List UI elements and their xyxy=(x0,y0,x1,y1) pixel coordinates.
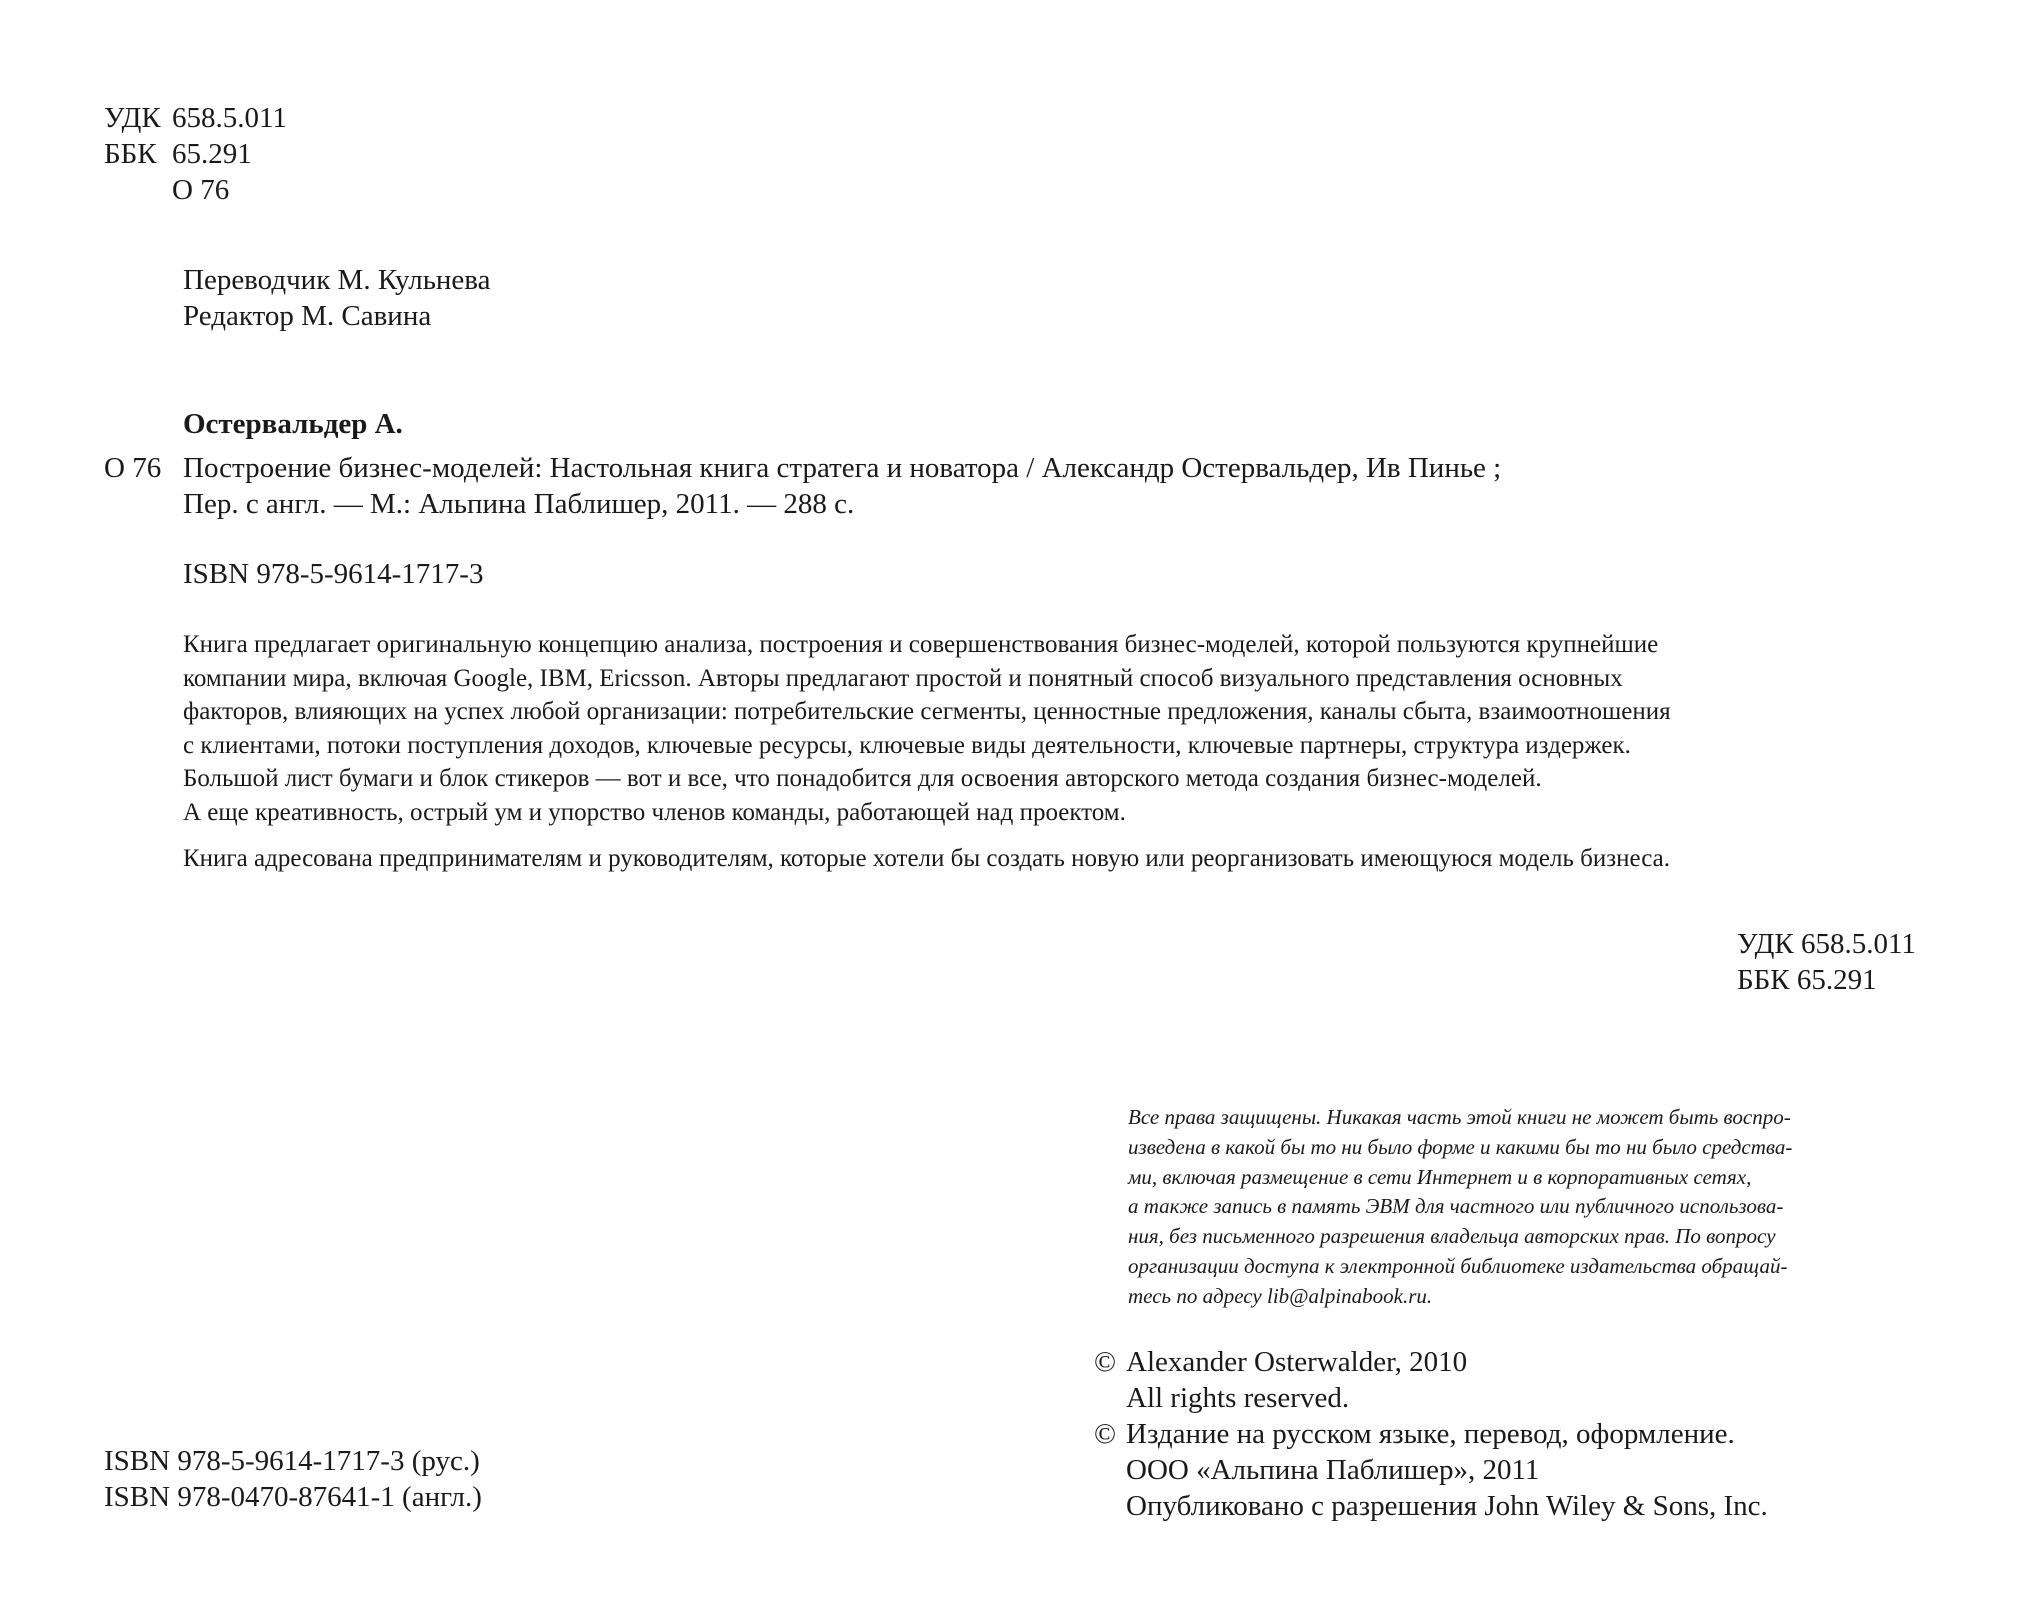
annotation-paragraph-1 xyxy=(183,628,1671,829)
copyright-russian-line-1: Издание на русском языке, перевод, оформление. xyxy=(1126,1418,1735,1450)
rights-notice xyxy=(1128,1103,1792,1312)
catalog-description xyxy=(183,450,1501,522)
udk-label: УДК xyxy=(104,102,161,134)
editor-credit: Редактор М. Савина xyxy=(183,300,432,332)
catalog-title-line-2: Пер. с англ. — М.: Альпина Паблишер, 2011. — 288 с. xyxy=(183,488,855,520)
rights-line: а также запись в память ЭВМ для частного или публичного использова- xyxy=(1128,1194,1784,1219)
isbn-english: ISBN 978-0470-87641-1 (англ.) xyxy=(104,1481,482,1513)
annotation-line: компании мира, включая Google, IBM, Ericsson. Авторы предлагают простой и понятный способ визуального представления основных xyxy=(183,664,1623,692)
copyright-original-text xyxy=(1126,1344,1467,1416)
copyright-icon: © xyxy=(1094,1418,1117,1450)
author-heading: Остервальдер А. xyxy=(183,408,403,440)
udk-row xyxy=(104,100,287,136)
copyright-russian-line-2: ООО «Альпина Паблишер», 2011 xyxy=(1126,1454,1540,1486)
bbk-row xyxy=(104,136,287,172)
annotation-paragraph-2: Книга адресована предпринимателям и руководителям, которые хотели бы создать новую или реорганизовать имеющуюся модель бизнеса. xyxy=(183,845,1670,872)
permission-line: Опубликовано с разрешения John Wiley & Sons, Inc. xyxy=(1126,1490,1768,1522)
classification-top xyxy=(104,100,287,208)
copyright-russian xyxy=(1094,1416,1768,1524)
credits xyxy=(183,262,491,334)
udk-value: 658.5.011 xyxy=(172,102,287,134)
catalog-author-mark: О 76 xyxy=(104,452,162,484)
annotation-line: Книга предлагает оригинальную концепцию анализа, построения и совершенствования бизнес-моделей, которой пользуются крупнейшие xyxy=(183,631,1659,658)
rights-line: Все права защищены. Никакая часть этой книги не может быть воспро- xyxy=(1128,1105,1791,1129)
annotation-line: Большой лист бумаги и блок стикеров — вот и все, что понадобится для освоения авторского метода создания бизнес-моделей. xyxy=(183,765,1542,792)
copyright-original-line-1: Alexander Osterwalder, 2010 xyxy=(1126,1346,1468,1378)
rights-line: организации доступа к электронной библиотеке издательства обращай- xyxy=(1128,1253,1788,1278)
copyright-icon: © xyxy=(1094,1346,1117,1378)
annotation-line: факторов, влияющих на успех любой организации: потребительские сегменты, ценностные предложения, каналы сбыта, взаимоотношения xyxy=(183,698,1671,725)
copyright-original-line-2: All rights reserved. xyxy=(1126,1382,1350,1414)
copyrights xyxy=(1094,1344,1768,1524)
rights-line: изведена в какой бы то ни было форме и какими бы то ни было средства- xyxy=(1128,1134,1793,1159)
catalog-isbn: ISBN 978-5-9614-1717-3 xyxy=(183,558,484,590)
classification-right xyxy=(1737,926,1916,998)
rights-line: ния, без письменного разрешения владельца авторских прав. По вопросу xyxy=(1128,1224,1776,1249)
rights-line: тесь по адресу lib@alpinabook.ru. xyxy=(1128,1283,1433,1308)
bbk-value: 65.291 xyxy=(172,138,252,170)
isbn-russian: ISBN 978-5-9614-1717-3 (рус.) xyxy=(104,1445,480,1477)
author-mark-text: О 76 xyxy=(172,174,230,206)
annotation-line: А еще креативность, острый ум и упорство членов команды, работающей над проектом. xyxy=(183,798,1126,826)
catalog-title-line-1: Построение бизнес-моделей: Настольная книга стратега и новатора / Александр Остервальдер, Ив Пинье ; xyxy=(183,452,1502,484)
udk-right: УДК 658.5.011 xyxy=(1737,928,1916,960)
bbk-label: ББК xyxy=(104,138,157,170)
translator-credit: Переводчик М. Кульнева xyxy=(183,264,491,296)
bbk-right: ББК 65.291 xyxy=(1737,964,1877,996)
author-mark-top xyxy=(104,172,287,208)
rights-line: ми, включая размещение в сети Интернет и в корпоративных сетях, xyxy=(1128,1164,1752,1189)
isbn-block xyxy=(104,1443,482,1515)
annotation-line: с клиентами, потоки поступления доходов, ключевые ресурсы, ключевые виды деятельности, ключевые партнеры, структура издержек. xyxy=(183,731,1631,759)
copyright-russian-text xyxy=(1126,1416,1768,1524)
copyright-original xyxy=(1094,1344,1768,1416)
